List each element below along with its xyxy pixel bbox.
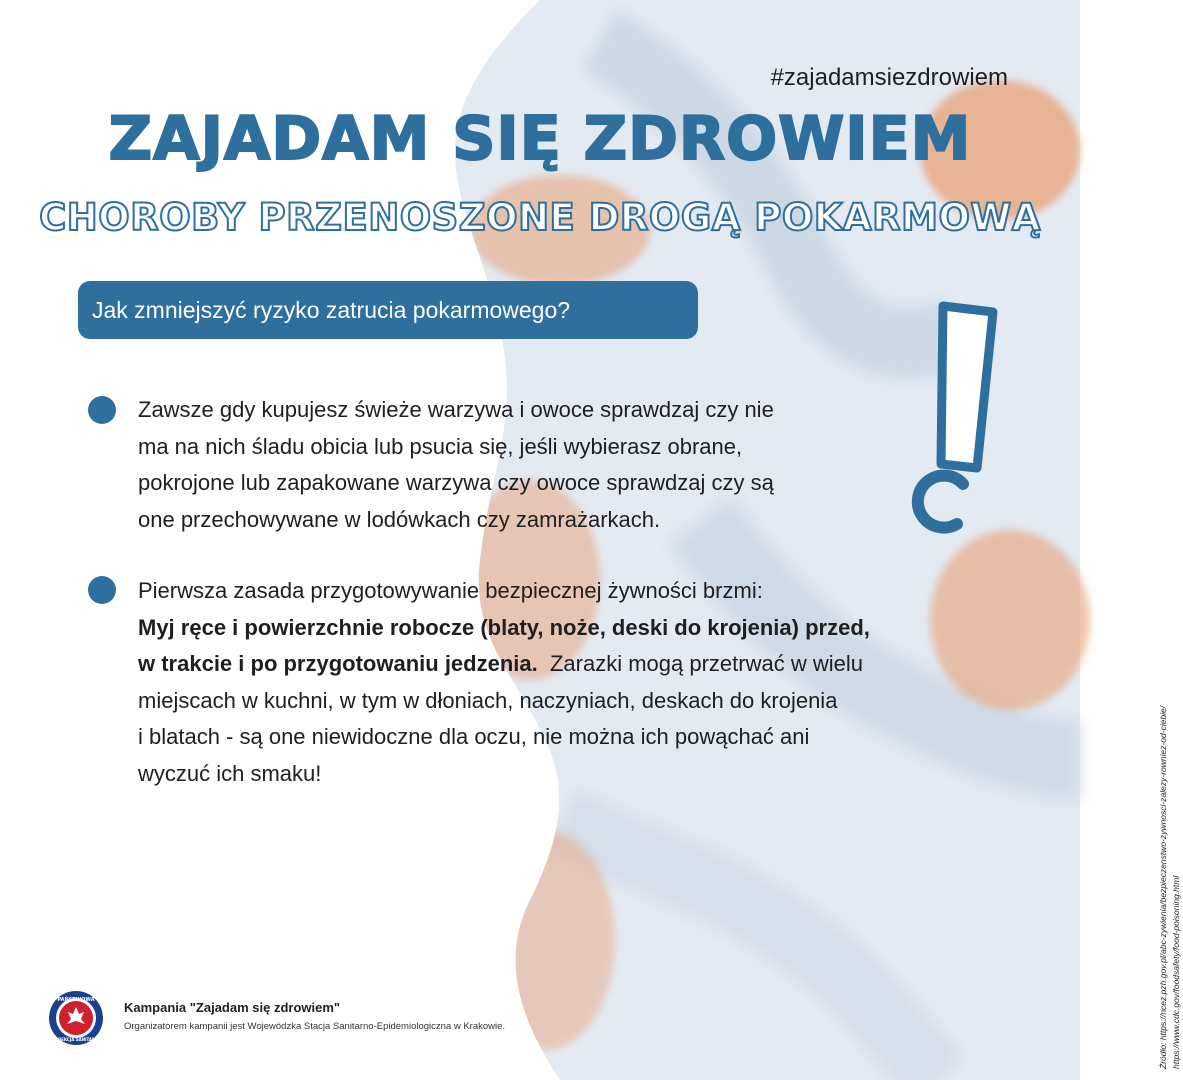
tip-line: pokrojone lub zapakowane warzywa czy owoce sprawdzaj czy są [138, 470, 774, 495]
svg-text:PAŃSTWOWA: PAŃSTWOWA [57, 997, 95, 1003]
tip-line: Pierwsza zasada przygotowywanie bezpiecznej żywności brzmi: [138, 578, 763, 603]
tip-bold-text: w trakcie i po przygotowaniu jedzenia. [138, 651, 538, 676]
tip-line: miejscach w kuchni, w tym w dłoniach, naczyniach, deskach do krojenia [138, 687, 838, 713]
page-subtitle: CHOROBY PRZENOSZONE DROGĄ POKARMOWĄ [39, 196, 1041, 239]
bullet-dot-icon [88, 396, 116, 424]
tip-text: Zarazki mogą przetrwać w wielu [537, 651, 863, 676]
campaign-organizer: Organizatorem kampanii jest Wojewódzka Stacja Sanitarno-Epidemiologiczna w Krakowie. [124, 1021, 506, 1032]
source-line: Źródło: https://ncez.pzh.gov.pl/abc-zywienia/bezpieczenstwo-zywnosci-zalezy-rowniez-od-ciebie/ [1158, 705, 1168, 1069]
tip-line: wyczuć ich smaku! [138, 760, 322, 786]
hashtag: #zajadamsiezdrowiem [770, 64, 1008, 91]
question-banner: Jak zmniejszyć ryzyko zatrucia pokarmowego? [78, 281, 698, 339]
tip-bold-text: Myj ręce i powierzchnie robocze (blaty, noże, deski do krojenia) przed, [138, 614, 870, 640]
campaign-title: Kampania "Zajadam się zdrowiem" [124, 1000, 341, 1015]
tip-line: Zawsze gdy kupujesz świeże warzywa i owoce sprawdzaj czy nie [138, 397, 774, 422]
source-line: https://www.cdc.gov/foodsafety/food-poisoning.html [1171, 875, 1181, 1069]
tip-line: one przechowywane w lodówkach czy zamrażarkach. [138, 506, 661, 532]
tip-paragraph [138, 573, 870, 792]
tip-line: i blatach - są one niewidoczne dla oczu, nie można ich powąchać ani [138, 724, 810, 749]
tip-line: ma na nich śladu obicia lub psucia się, jeśli wybierasz obrane, [138, 433, 743, 459]
tip-line [138, 646, 870, 683]
bullet-dot-icon [88, 576, 116, 604]
source-citation [1157, 649, 1183, 1069]
tip-paragraph [138, 392, 774, 538]
sanitary-inspection-emblem-icon [48, 990, 104, 1046]
svg-text:INSPEKCJA SANITARNA: INSPEKCJA SANITARNA [50, 1037, 102, 1042]
tip-line [138, 610, 870, 647]
page-title: ZAJADAM SIĘ ZDROWIEM [108, 104, 972, 174]
egg-image [930, 530, 1090, 710]
exclamation-mark-icon [895, 296, 1005, 536]
